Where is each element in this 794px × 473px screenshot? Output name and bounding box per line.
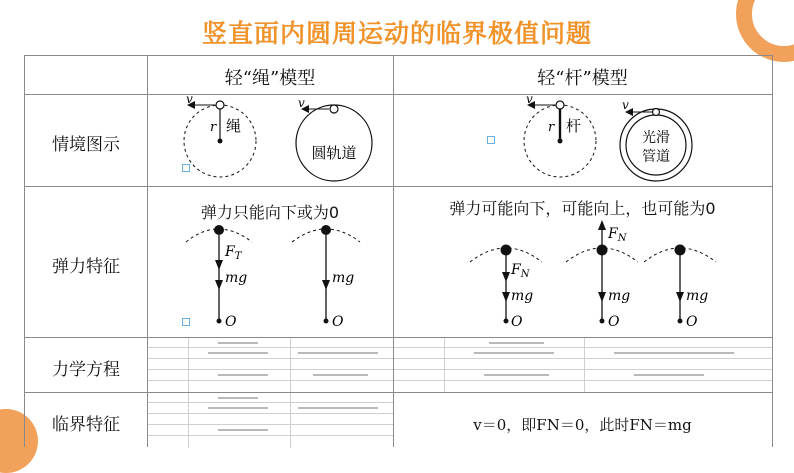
center-dot	[324, 319, 329, 324]
rod-force-text: 弹力可能向下，可能向上，也可能为0	[449, 199, 716, 218]
radius-label: r	[548, 120, 555, 135]
placeholder-marker	[487, 136, 495, 144]
rod-scene-diagram	[394, 95, 772, 186]
tube-label-line1: 光滑	[642, 130, 670, 146]
track-label: 圆轨道	[311, 144, 357, 162]
ball	[597, 245, 608, 256]
tension-label: $F_T$	[225, 244, 242, 262]
gravity-arrowhead	[676, 292, 684, 302]
ball	[675, 245, 686, 256]
velocity-label: v	[298, 96, 305, 110]
center-label: O	[332, 314, 344, 330]
ball	[321, 225, 331, 235]
gravity-label: mg	[511, 288, 534, 304]
row-label-scene: 情境图示	[52, 135, 120, 155]
center-dot	[218, 139, 223, 144]
center-dot	[558, 139, 563, 144]
gravity-arrowhead	[502, 292, 510, 302]
header-rod-model: 轻“杆”模型	[537, 68, 628, 89]
rod-dynamics-thumbnail	[394, 338, 772, 392]
normal-force-label: $F_N$	[511, 262, 530, 280]
page-title: 竖直面内圆周运动的临界极值问题	[201, 19, 592, 48]
tube-label-line2: 管道	[642, 149, 670, 165]
rope-scene-diagram	[148, 95, 393, 186]
header-rope-model: 轻“绳”模型	[224, 68, 316, 89]
row-divider	[25, 392, 773, 393]
gravity-arrowhead	[322, 280, 330, 290]
velocity-label: v	[186, 95, 193, 106]
ball	[501, 245, 512, 256]
radius-label: r	[210, 120, 217, 135]
center-dot	[217, 319, 222, 324]
placeholder-marker	[182, 318, 190, 326]
gravity-label: mg	[686, 288, 709, 304]
ball	[214, 225, 224, 235]
ball	[556, 101, 564, 109]
tension-arrowhead	[215, 260, 223, 270]
center-dot	[504, 319, 509, 324]
normal-arrowhead	[598, 220, 606, 230]
row-label-force: 弹力特征	[52, 257, 120, 277]
comparison-table	[24, 55, 773, 447]
rope-force-text: 弹力只能向下或为0	[200, 203, 340, 222]
gravity-label: mg	[225, 270, 248, 286]
row-label-critical: 临界特征	[52, 415, 120, 435]
row-label-dynamics: 力学方程	[52, 360, 120, 380]
center-dot	[678, 319, 683, 324]
circular-track	[296, 105, 372, 181]
ball	[653, 109, 660, 116]
velocity-label: v	[622, 98, 629, 112]
gravity-arrowhead	[598, 292, 606, 302]
row-divider	[25, 186, 773, 187]
column-divider	[772, 56, 773, 447]
placeholder-marker	[182, 164, 190, 172]
ball	[330, 105, 338, 113]
rod-word-label: 杆	[566, 117, 582, 135]
gravity-label: mg	[332, 270, 355, 286]
normal-force-label: $F_N$	[608, 226, 627, 244]
center-dot	[600, 319, 605, 324]
ball	[216, 101, 224, 109]
center-label: O	[225, 314, 237, 330]
gravity-arrowhead	[215, 280, 223, 290]
rod-critical-formula: v＝0，即FN＝0，此时FN＝mg	[473, 416, 692, 434]
rope-dynamics-thumbnail	[148, 338, 393, 392]
gravity-label: mg	[608, 288, 631, 304]
center-label: O	[686, 314, 698, 330]
center-label: O	[511, 314, 523, 330]
rope-critical-thumbnail	[148, 393, 393, 448]
velocity-label: v	[526, 95, 533, 106]
rope-word-label: 绳	[226, 117, 242, 135]
rod-force-diagram	[394, 216, 772, 337]
center-label: O	[608, 314, 620, 330]
normal-arrowhead	[502, 272, 510, 282]
